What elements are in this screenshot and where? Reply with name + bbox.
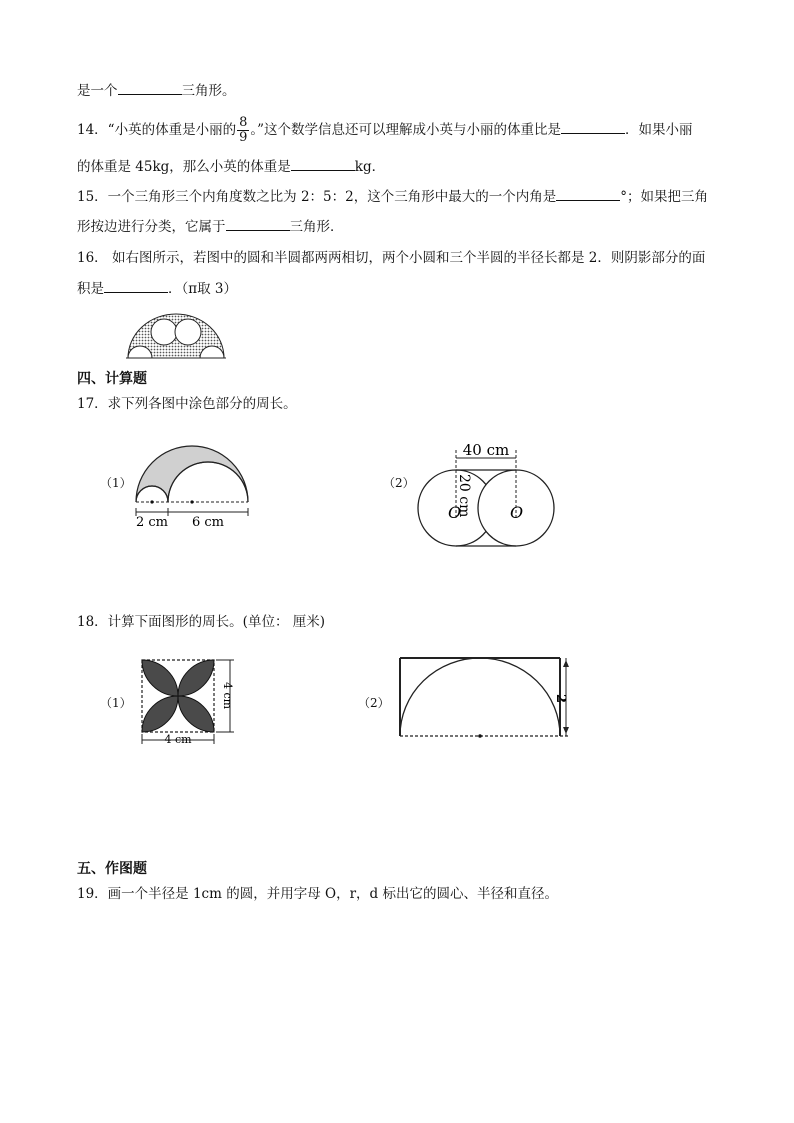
question-15-line2: 形按边进行分类，它属于 三角形．	[77, 216, 344, 237]
q18-fig1-label: （1）	[100, 696, 132, 710]
center-o-right: O	[510, 503, 524, 522]
answer-blank[interactable]	[118, 80, 182, 95]
q17-figure-2	[410, 436, 560, 546]
q18-figure-2	[394, 652, 574, 744]
fraction: $\frac{8}{9}$	[239, 115, 248, 145]
shaded-region	[136, 446, 248, 502]
dim-bottom: 4 cm	[164, 733, 192, 746]
dim-2cm: 2 cm	[135, 515, 169, 530]
section-5-title: 五、作图题	[77, 861, 147, 877]
dim-20cm: 20 cm	[456, 474, 472, 518]
q13-tail: 是一个 三角形。	[77, 80, 236, 101]
shaded-star	[142, 660, 214, 732]
dim-6cm: 6 cm	[191, 515, 225, 530]
dim-side: 4 cm	[221, 682, 234, 710]
semicircle	[400, 658, 560, 736]
answer-blank[interactable]	[104, 278, 168, 293]
question-17: 17．求下列各图中涂色部分的周长。	[77, 396, 297, 412]
question-18: 18．计算下面图形的周长。(单位： 厘米)	[77, 614, 326, 630]
question-16-line1: 16． 如右图所示，若图中的圆和半圆都两两相切，两个小圆和三个半圆的半径长都是 2．则阴影部分的面	[77, 250, 706, 266]
q17-fig1-label: （1）	[100, 476, 132, 490]
answer-blank[interactable]	[561, 119, 625, 134]
question-19: 19．画一个半径是 1cm 的圆，并用字母 O，r，d 标出它的圆心、半径和直径。	[77, 886, 558, 902]
dim-40cm: 40 cm	[462, 441, 510, 459]
question-14-line2: 的体重是 45kg，那么小英的体重是 kg．	[77, 156, 385, 177]
question-16-line2: 积是 ．（π取 3）	[77, 278, 237, 299]
q16-figure	[126, 312, 226, 360]
small-circle-left	[151, 319, 177, 345]
section-4-title: 四、计算题	[77, 371, 147, 387]
answer-blank[interactable]	[291, 156, 355, 171]
q18-figure-1	[136, 654, 246, 750]
q18-fig2-label: （2）	[358, 696, 390, 710]
dim-height: 2	[553, 694, 568, 704]
small-circle-right	[175, 319, 201, 345]
question-15-line1: 15．一个三角形三个内角度数之比为 2：5：2，这个三角形中最大的一个内角是 °；如果把三角	[77, 186, 708, 207]
q17-fig2-label: （2）	[383, 476, 415, 490]
question-14-line1: 14．“小英的体重是小丽的 $\frac{8}{9}$ 。”这个数学信息还可以理解成小英与小丽的体重比是 ．如果小丽	[77, 115, 693, 145]
q17-figure-1	[128, 440, 258, 530]
center-o-left: O	[448, 503, 462, 522]
answer-blank[interactable]	[556, 186, 620, 201]
answer-blank[interactable]	[226, 216, 290, 231]
